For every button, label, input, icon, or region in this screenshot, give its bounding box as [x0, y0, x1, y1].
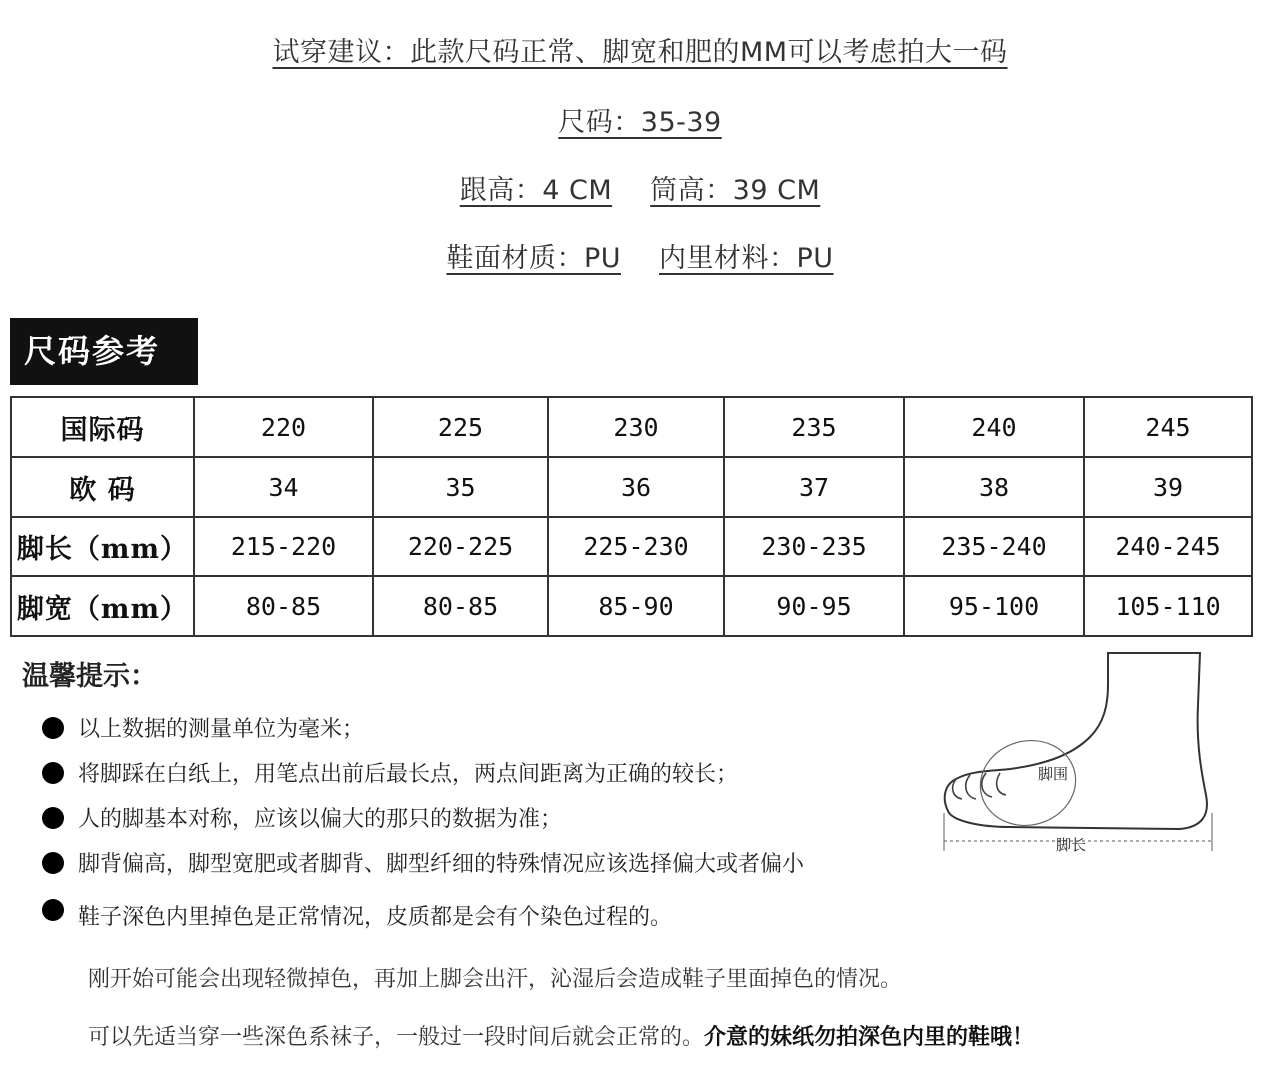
- shaft-height: 筒高：39 CM: [650, 175, 821, 206]
- fitting-advice: 试穿建议：此款尺码正常、脚宽和肥的MM可以考虑拍大一码: [272, 37, 1008, 68]
- section-title: 尺码参考: [10, 318, 198, 385]
- table-cell: 240-245: [1084, 517, 1252, 576]
- bullet-icon: [42, 899, 64, 921]
- table-cell: 220: [194, 397, 373, 457]
- table-cell: 80-85: [194, 576, 373, 636]
- table-row: [11, 517, 1252, 576]
- tip-warning: 介意的妹纸勿拍深色内里的鞋哦！: [704, 1025, 1035, 1050]
- height-info: [0, 168, 1280, 207]
- row-label: 脚宽（mm）: [11, 576, 194, 636]
- row-label: 欧 码: [11, 457, 194, 517]
- table-cell: 35: [373, 457, 548, 517]
- tip-item: 以上数据的测量单位为毫米；: [42, 712, 364, 743]
- foot-diagram-icon: [930, 645, 1220, 865]
- table-cell: 245: [1084, 397, 1252, 457]
- table-cell: 225: [373, 397, 548, 457]
- table-cell: 235: [724, 397, 904, 457]
- foot-length-label: 脚长: [1056, 836, 1087, 854]
- material-info: [0, 236, 1280, 275]
- table-cell: 37: [724, 457, 904, 517]
- tip-item: 将脚踩在白纸上，用笔点出前后最长点，两点间距离为正确的较长；: [42, 757, 738, 788]
- table-cell: 34: [194, 457, 373, 517]
- table-row: [11, 397, 1252, 457]
- table-cell: 215-220: [194, 517, 373, 576]
- table-cell: 240: [904, 397, 1084, 457]
- row-label: 国际码: [11, 397, 194, 457]
- size-table: [10, 396, 1253, 637]
- table-cell: 90-95: [724, 576, 904, 636]
- table-cell: 38: [904, 457, 1084, 517]
- table-cell: 39: [1084, 457, 1252, 517]
- table-row: [11, 576, 1252, 636]
- table-cell: 105-110: [1084, 576, 1252, 636]
- upper-material: 鞋面材质：PU: [446, 243, 621, 274]
- table-cell: 235-240: [904, 517, 1084, 576]
- tip-continuation: 刚开始可能会出现轻微掉色，再加上脚会出汗，沁湿后会造成鞋子里面掉色的情况。: [88, 967, 903, 992]
- foot-circumference-label: 脚围: [1038, 765, 1069, 783]
- size-range: 尺码：35-39: [558, 107, 722, 138]
- tip-item: 脚背偏高，脚型宽肥或者脚背、脚型纤细的特殊情况应该选择偏大或者偏小: [42, 847, 804, 878]
- table-cell: 85-90: [548, 576, 724, 636]
- lining-material: 内里材料：PU: [659, 243, 834, 274]
- bullet-icon: [42, 762, 64, 784]
- table-cell: 230-235: [724, 517, 904, 576]
- bullet-icon: [42, 807, 64, 829]
- bullet-icon: [42, 852, 64, 874]
- heel-height: 跟高：4 CM: [459, 175, 613, 206]
- table-row: [11, 457, 1252, 517]
- tip-continuation: 可以先适当穿一些深色系袜子，一般过一段时间后就会正常的。介意的妹纸勿拍深色内里的鞋哦！: [88, 1025, 1035, 1050]
- table-cell: 230: [548, 397, 724, 457]
- table-cell: 95-100: [904, 576, 1084, 636]
- table-cell: 225-230: [548, 517, 724, 576]
- row-label: 脚长（mm）: [11, 517, 194, 576]
- tip-item: 鞋子深色内里掉色是正常情况，皮质都是会有个染色过程的。: [42, 900, 672, 931]
- table-cell: 220-225: [373, 517, 548, 576]
- tips-title: 温馨提示：: [22, 661, 157, 692]
- bullet-icon: [42, 717, 64, 739]
- tip-item: 人的脚基本对称，应该以偏大的那只的数据为准；: [42, 802, 562, 833]
- table-cell: 36: [548, 457, 724, 517]
- table-cell: 80-85: [373, 576, 548, 636]
